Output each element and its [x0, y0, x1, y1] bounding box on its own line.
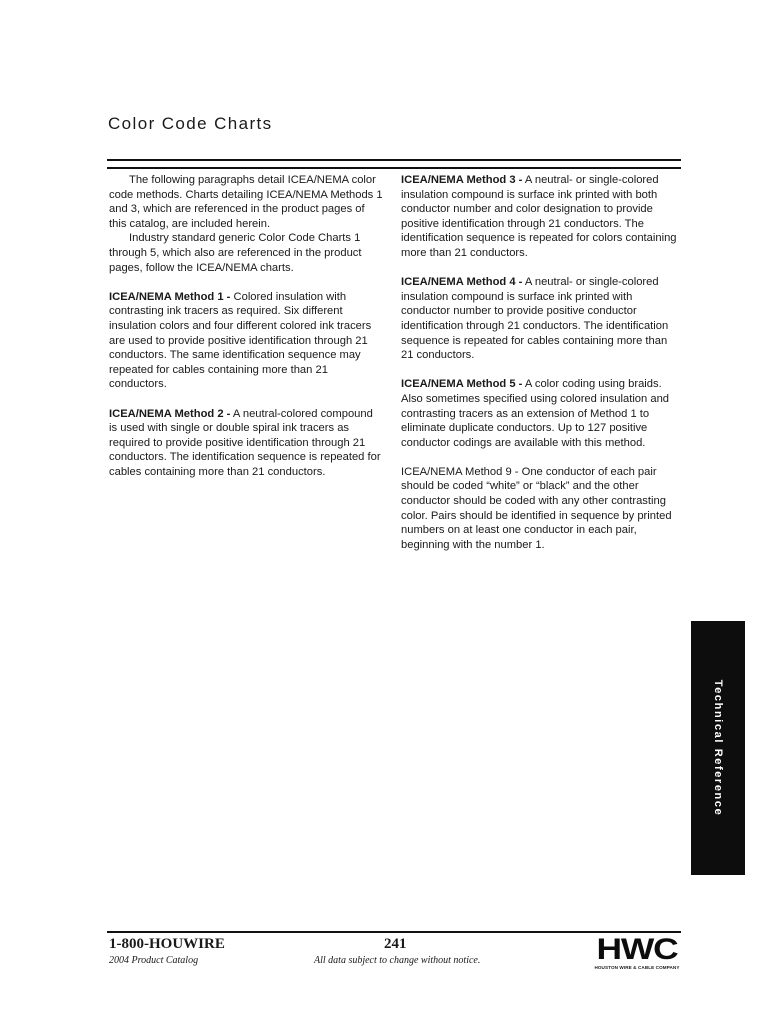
right-column: [401, 173, 682, 567]
method-5-paragraph: [401, 377, 682, 450]
method-2-text: A neutral-colored compound is used with single or double spiral ink tracers as required to provide positive identification through 21 conductors. The identification sequence is repeated for cables containing more than 21 conductors.: [109, 407, 381, 478]
footer-disclaimer: All data subject to change without notice.: [314, 955, 481, 966]
method-3-paragraph: [401, 173, 682, 261]
method-4-heading: ICEA/NEMA Method 4 -: [401, 276, 523, 289]
method-4-paragraph: [401, 275, 682, 363]
page-number: 241: [384, 936, 407, 952]
method-4-text: A neutral- or single-colored insulation compound is surface ink printed with conductor number to provide positive conductor identification through 21 conductors. The identification sequence is repeated for cables containing more than 21 conductors.: [401, 276, 669, 362]
method-5-text: A color coding using braids. Also sometimes specified using colored insulation and contrasting tracers as an extension of Method 1 to eliminate duplicate conductors. Up to 127 positive conductor codings are available with this method.: [401, 378, 670, 449]
method-2-heading: ICEA/NEMA Method 2 -: [109, 407, 231, 420]
method-2-paragraph: [109, 407, 383, 480]
logo-subtext: HOUSTON WIRE & CABLE COMPANY: [594, 965, 680, 970]
company-logo: [590, 933, 684, 973]
footer-catalog: 2004 Product Catalog: [109, 955, 199, 966]
method-1-heading: ICEA/NEMA Method 1 -: [109, 290, 231, 303]
method-3-heading: ICEA/NEMA Method 3 -: [401, 174, 523, 186]
intro-paragraph-1: The following paragraphs detail ICEA/NEMA color code methods. Charts detailing ICEA/NEMA Methods 1 and 3, which are referenced in the product pages of this catalog, are included herein.: [109, 174, 383, 230]
method-9-paragraph: ICEA/NEMA Method 9 - One conductor of each pair should be coded “white” or “black” and the other conductor should be coded with any other contrasting color. Pairs should be identified in sequence by printed numbers on at least one conductor in each pair, beginning with the number 1.: [401, 465, 672, 551]
section-tab-label: Technical Reference: [712, 679, 724, 817]
method-1-paragraph: [109, 290, 383, 392]
footer-phone: 1-800-HOUWIRE: [109, 936, 225, 952]
page-title: Color Code Charts: [108, 114, 273, 133]
footer-rule: [107, 931, 681, 933]
header-double-rule: [107, 159, 681, 169]
left-column: [109, 173, 383, 494]
method-5-heading: ICEA/NEMA Method 5 -: [401, 378, 523, 391]
method-3-text: A neutral- or single-colored insulation compound is surface ink printed with both conductor number and color designation to provide positive identification through 21 conductors. The identification sequence is repeated for colors containing more than 21 conductors.: [401, 174, 677, 259]
logo-mark: HWC: [596, 933, 678, 966]
intro-paragraph-2: Industry standard generic Color Code Charts 1 through 5, which also are referenced in the product pages, follow the ICEA/NEMA charts.: [109, 232, 362, 274]
method-1-text: Colored insulation with contrasting ink tracers as required. Six different insulation colors and four different colored ink tracers are used to provide positive identification through 21 conductors. The same identification sequence may repeated for cables containing more than 21 conductors.: [109, 290, 372, 391]
